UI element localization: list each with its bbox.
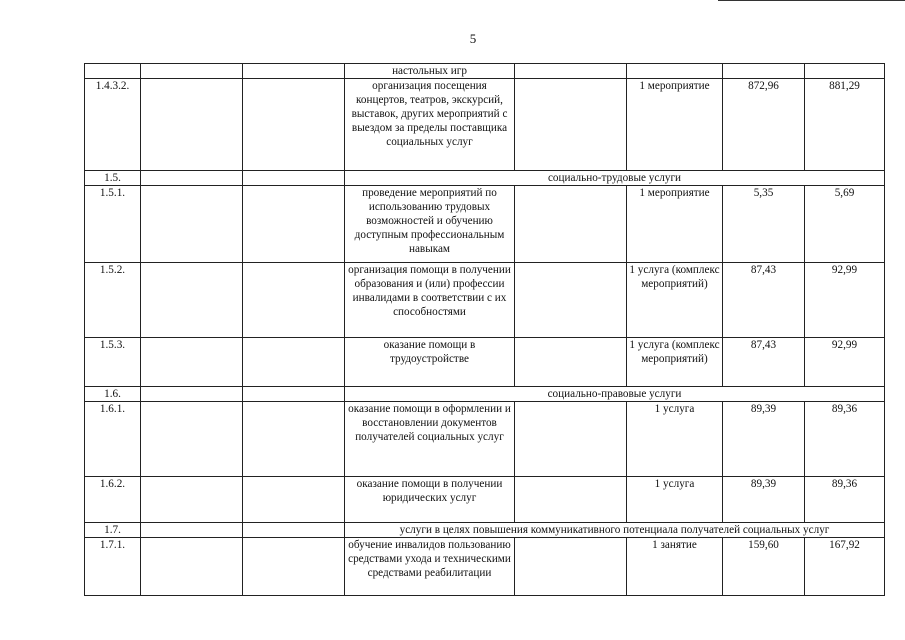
service-name: организация посещения концертов, театров, экскурсий, выставок, других мероприятий с выездом за пределы поставщика социальных услуг [345,79,515,171]
service-name: проведение мероприятий по использованию трудовых возможностей и обучению доступным профессиональным навыкам [345,186,515,263]
unit-of-service: 1 мероприятие [627,186,723,263]
tariff-value-1: 89,39 [723,477,805,523]
table-row [85,538,885,596]
service-name: организация помощи в получении образования и (или) профессии инвалидами в соответствии с их способностями [345,263,515,338]
empty-cell [515,338,627,387]
table-row [85,79,885,171]
tariff-value-2: 89,36 [805,402,885,477]
table-row [85,402,885,477]
section-number: 1.5. [85,171,141,186]
empty-cell [243,263,345,338]
tariff-value-2 [805,64,885,79]
empty-cell [243,79,345,171]
item-number [85,64,141,79]
empty-cell [515,538,627,596]
table-row [85,338,885,387]
empty-cell [141,338,243,387]
tariff-value-1: 87,43 [723,263,805,338]
section-row [85,523,885,538]
empty-cell [243,538,345,596]
unit-of-service: 1 услуга [627,402,723,477]
section-number: 1.7. [85,523,141,538]
tariff-value-2: 89,36 [805,477,885,523]
tariff-value-2: 167,92 [805,538,885,596]
empty-cell [515,64,627,79]
empty-cell [141,186,243,263]
empty-cell [515,263,627,338]
tariff-value-1 [723,64,805,79]
table-row [85,64,885,79]
tariff-value-1: 89,39 [723,402,805,477]
item-number: 1.5.1. [85,186,141,263]
item-number: 1.7.1. [85,538,141,596]
item-number: 1.5.2. [85,263,141,338]
item-number: 1.4.3.2. [85,79,141,171]
tariff-value-1: 5,35 [723,186,805,263]
empty-cell [515,477,627,523]
unit-of-service: 1 услуга [627,477,723,523]
empty-cell [141,402,243,477]
empty-cell [243,402,345,477]
unit-of-service: 1 услуга (комплекс мероприятий) [627,338,723,387]
empty-cell [515,186,627,263]
section-row [85,171,885,186]
tariff-value-2: 5,69 [805,186,885,263]
empty-cell [141,523,243,538]
section-row [85,387,885,402]
tariff-table [84,63,885,596]
empty-cell [141,477,243,523]
page-number: 5 [469,31,477,46]
empty-cell [141,79,243,171]
empty-cell [243,387,345,402]
empty-cell [243,338,345,387]
empty-cell [141,538,243,596]
item-number: 1.6.1. [85,402,141,477]
tariff-value-2: 92,99 [805,263,885,338]
table-row [85,263,885,338]
empty-cell [515,79,627,171]
section-title: социально-правовые услуги [345,387,885,402]
tariff-value-2: 881,29 [805,79,885,171]
section-title: социально-трудовые услуги [345,171,885,186]
empty-cell [243,523,345,538]
item-number: 1.6.2. [85,477,141,523]
empty-cell [243,171,345,186]
unit-of-service [627,64,723,79]
item-number: 1.5.3. [85,338,141,387]
service-name: оказание помощи в получении юридических услуг [345,477,515,523]
empty-cell [141,387,243,402]
service-name: настольных игр [345,64,515,79]
service-name: оказание помощи в оформлении и восстановлении документов получателей социальных услуг [345,402,515,477]
service-name: обучение инвалидов пользованию средствами ухода и техническими средствами реабилитации [345,538,515,596]
empty-cell [243,477,345,523]
empty-cell [141,171,243,186]
empty-cell [243,186,345,263]
tariff-value-1: 87,43 [723,338,805,387]
table-row [85,186,885,263]
tariff-value-2: 92,99 [805,338,885,387]
service-name: оказание помощи в трудоустройстве [345,338,515,387]
empty-cell [243,64,345,79]
empty-cell [141,263,243,338]
empty-cell [141,64,243,79]
tariff-value-1: 159,60 [723,538,805,596]
section-number: 1.6. [85,387,141,402]
unit-of-service: 1 занятие [627,538,723,596]
top-edge-line [718,0,905,1]
empty-cell [515,402,627,477]
section-title: услуги в целях повышения коммуникативного потенциала получателей социальных услуг [345,523,885,538]
unit-of-service: 1 услуга (комплекс мероприятий) [627,263,723,338]
unit-of-service: 1 мероприятие [627,79,723,171]
tariff-value-1: 872,96 [723,79,805,171]
table-row [85,477,885,523]
